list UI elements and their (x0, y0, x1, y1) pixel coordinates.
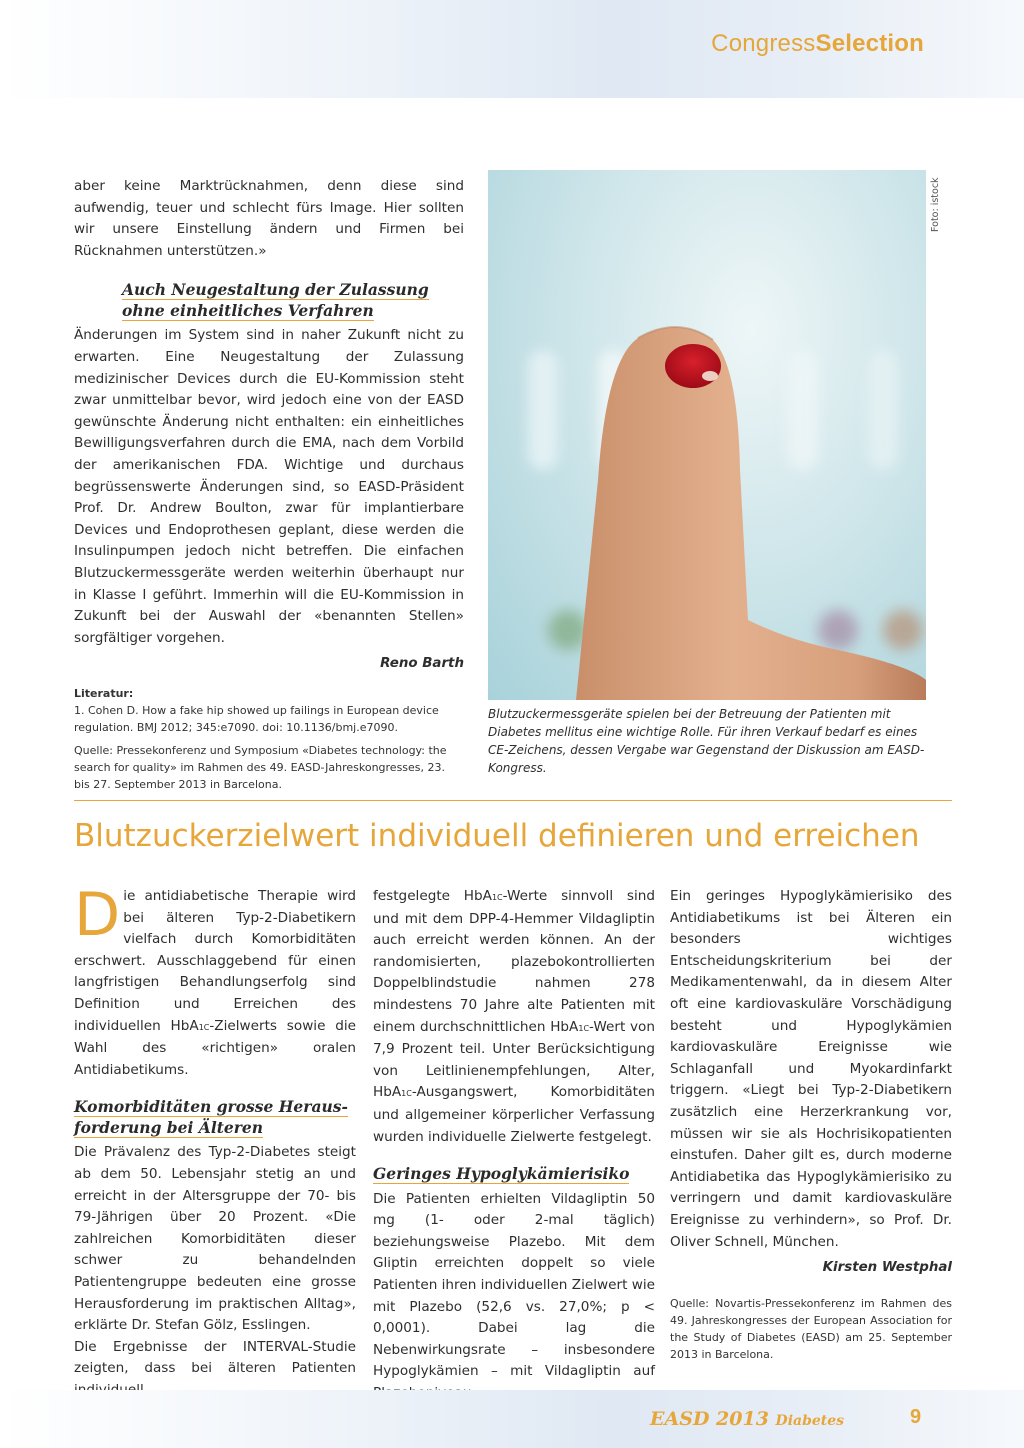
finger-blood-drop-photo (488, 170, 926, 700)
finger-illustration (488, 170, 926, 700)
footer-title: EASD 2013 Diabetes (650, 1408, 845, 1430)
article1-author: Reno Barth (380, 656, 464, 672)
article2-column-3 (670, 886, 952, 1363)
article1-subheading-line1: Auch Neugestaltung der Zulassung (122, 280, 429, 300)
article1-intro: aber keine Marktrücknahmen, denn diese sind aufwendig, teuer und schlecht fürs Image. Hier sollten wir unsere Einstellung ändern und Firmen bei Rücknahmen unterstützen.» (74, 178, 464, 259)
section-divider (74, 800, 952, 801)
photo-credit: Foto: istock (930, 177, 941, 232)
photo-caption: Blutzuckermessgeräte spielen bei der Betreuung der Patienten mit Diabetes mellitus eine wichtige Rolle. Für ihren Verkauf bedarf es eines CE-Zeichens, dessen Vergabe war Gegenstand der Diskussion am EASD-Kongress. (488, 707, 925, 775)
publication-brand (711, 30, 924, 58)
literature (74, 685, 464, 793)
article1-source: Quelle: Pressekonferenz und Symposium «Diabetes technology: the search for quality» im Rahmen des 49. EASD-Jahreskongresses, 23. bis 27. September 2013 in Barcelona. (74, 743, 447, 791)
article2-lead: Die antidiabetische Therapie wird bei älteren Typ-2-Diabetikern vielfach durch Komorbiditäten erschwert. Ausschlaggebend für einen langfristigen Behandlungserfolg sind Definition und Erreichen des individuellen HbA1C-Zielwerts sowie die Wahl des «richtigen» oralen Antidiabetikums. (74, 880, 357, 1078)
literature-label: Literatur: (74, 686, 134, 700)
article2-column-2 (373, 886, 655, 1405)
article2-col2-p1: festgelegte HbA1C-Werte sinnvoll sind und mit dem DPP-4-Hemmer Vildagliptin auch erreicht werden können. An der randomisierten, plazebokontrollierten Doppelblindstudie nahmen 278 mindestens 70 Jahre alte Patienten mit einem durchschnittlichen HbA1C-Wert von 7,9 Prozent teil. Unter Berücksichtigung von Leitlinienempfehlungen, Alter, HbA1C-Ausgangswert, Komorbiditäten und allgemeiner körperlicher Verfassung wurden individuelle Zielwerte festgelegt. (373, 888, 655, 1145)
footer-band (0, 1390, 1024, 1448)
article2-source: Quelle: Novartis-Pressekonferenz im Rahmen des 49. Jahreskongresses der European Association for the Study of Diabetes (EASD) am 25. September 2013 in Barcelona. (670, 1296, 952, 1361)
brand-bold: Selection (815, 30, 924, 57)
article1-subheading-line2: ohne einheitliches Verfahren (122, 300, 374, 320)
article2-subheading-2: Geringes Hypoglykämierisiko (373, 1164, 630, 1184)
article1-column (74, 176, 464, 793)
page-number: 9 (910, 1406, 922, 1428)
article2-col2-p2: Die Patienten erhielten Vildagliptin 50 mg (1- oder 2-mal täglich) beziehungsweise Plazebo. Mit dem Gliptin erreichten doppelt so viele Patienten ihren individuellen Zielwert wie mit Plazebo (52,6 vs. 27,0%; p < 0,0001). Dabei lag die Nebenwirkungsrate – insbesondere Hypoglykämien – mit Vildagliptin auf (373, 1190, 655, 1380)
article2-col1-p2: Die Prävalenz des Typ-2-Diabetes steigt ab dem 50. Lebensjahr stetig an und erreicht in der Altersgruppe der 70- bis 79-Jährigen über 20 Prozent. «Die zahlreichen Komorbiditäten dieser schwer zu behandelnden Patientengruppe bedeuten eine grosse Herausforderung im praktischen Alltag», erklärte Dr. Stefan Gölz, Esslingen. (74, 1144, 356, 1334)
article2-col1-p3: Die Ergebnisse der INTERVAL-Studie zeigten, dass bei älteren Patienten (74, 1338, 356, 1377)
article2-column-1 (74, 880, 357, 1401)
article2-col3-p1: Ein geringes Hypoglykämierisiko des Antidiabetikums ist bei Älteren ein besonders wichtiges Entscheidungskriterium bei der Medikamentenwahl, da in diesem Alter oft eine kardiovaskuläre Vorschädigung besteht und Hypoglykämien kardiovaskuläre Ereignisse wie Schlaganfall und Myokardinfarkt triggern. «Liegt bei Typ-2-Diabetikern zusätzlich eine Herzerkrankung vor, müssen wir sie als Hochrisikopatienten einstufen. Daher gilt es, durch moderne Antidiabetika das Hypoglykämierisiko zu verringern und damit kardiovaskuläre Ereignisse zu verhindern», so Prof. Dr. Oliver Schnell, München. (670, 888, 952, 1250)
literature-item: 1. Cohen D. How a fake hip showed up failings in European device regulation. BMJ 2012; 345:e7090. doi: 10.1136/bmj.e7090. (74, 703, 439, 734)
article1-subheading (122, 280, 464, 321)
article2-headline: Blutzuckerzielwert individuell definieren und erreichen (74, 818, 920, 854)
article2-subheading-1: Komorbiditäten grosse Heraus- forderung bei Älteren (74, 1097, 348, 1137)
article1-body: Änderungen im System sind in naher Zukunft nicht zu erwarten. Eine Neugestaltung der Zulassung medizinischer Devices durch die EU-Kommission steht zwar unmittelbar bevor, wird jedoch eine von der EASD gewünschte Änderung nicht enthalten: ein einheitliches Bewilligungsverfahren durch die EMA, nach dem Vorbild der amerikanischen FDA. Wichtige und durchaus begrüssenswerte Änderungen sind, so EASD-Präsident Prof. Dr. Andrew Boulton, zwar für implantierbare Devices und Endoprothesen geplant, diese werden die Insulinpumpen jedoch nicht betreffen. Die einfachen Blutzuckermessgeräte werden weiterhin überhaupt nur in Klasse I geführt. Immerhin will die EU-Kommission in Zukunft bei der Auswahl der «benannten Stellen» sorgfältiger vorgehen. (74, 327, 464, 646)
brand-light: Congress (711, 30, 816, 57)
dropcap: D (74, 880, 121, 950)
article2-author: Kirsten Westphal (822, 1260, 952, 1276)
